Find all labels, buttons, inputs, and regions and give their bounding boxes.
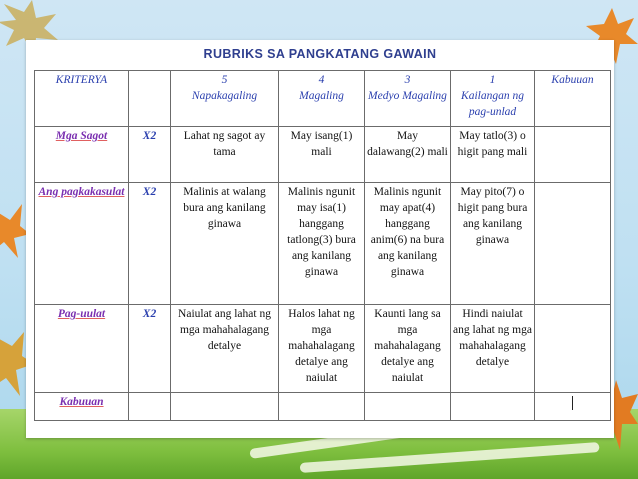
footer-label: Kabuuan [59,396,104,408]
table-row [35,305,611,393]
multiplier-label: X2 [142,186,157,198]
empty-cell [365,393,451,421]
criterion-label: Ang pagkakasulat [38,186,125,198]
empty-cell [171,393,279,421]
descriptor-cell: Naiulat ang lahat ng mga mahahalagang detalye [171,305,279,393]
total-cell[interactable] [535,305,611,393]
level-score: 3 [404,74,411,86]
table-row [35,127,611,183]
header-multiplier-cell [129,71,171,127]
descriptor-cell: Halos lahat ng mga mahahalagang detalye ang naiulat [279,305,365,393]
criterion-cell [35,183,129,305]
footer-row [35,393,611,421]
level-label: Kailangan ng pag-unlad [461,90,524,118]
header-total: Kabuuan [551,74,594,86]
descriptor-cell: Malinis at walang bura ang kanilang ginawa [171,183,279,305]
descriptor-cell: Kaunti lang sa mga mahahalagang detalye ang naiulat [365,305,451,393]
text-cursor [572,396,573,410]
total-cell[interactable] [535,127,611,183]
header-level-cell [171,71,279,127]
header-criteria-cell [35,71,129,127]
empty-cell [129,393,171,421]
total-cell[interactable] [535,183,611,305]
header-level-cell [451,71,535,127]
multiplier-label: X2 [142,130,157,142]
level-score: 1 [489,74,496,86]
multiplier-label: X2 [142,308,157,320]
descriptor-cell: May tatlo(3) o higit pang mali [451,127,535,183]
level-label: Napakagaling [191,90,258,102]
descriptor-cell: May pito(7) o higit pang bura ang kanilang ginawa [451,183,535,305]
level-score: 4 [318,74,325,86]
criterion-label: Pag-uulat [57,308,106,320]
descriptor-cell: May isang(1) mali [279,127,365,183]
level-score: 5 [221,74,228,86]
rubric-title: RUBRIKS SA PANGKATANG GAWAIN [203,47,437,61]
level-label: Medyo Magaling [368,90,447,102]
footer-label-cell [35,393,129,421]
descriptor-cell: Hindi naiulat ang lahat ng mga mahahalagang detalye [451,305,535,393]
multiplier-cell [129,183,171,305]
criterion-label: Mga Sagot [55,130,108,142]
descriptor-cell: Malinis ngunit may apat(4) hanggang anim(6) na bura ang kanilang ginawa [365,183,451,305]
table-row [35,183,611,305]
header-level-cell [279,71,365,127]
header-criteria: KRITERYA [55,74,108,86]
multiplier-cell [129,305,171,393]
descriptor-cell: May dalawang(2) mali [365,127,451,183]
descriptor-cell: Lahat ng sagot ay tama [171,127,279,183]
descriptor-cell: Malinis ngunit may isa(1) hanggang tatlong(3) bura ang kanilang ginawa [279,183,365,305]
multiplier-cell [129,127,171,183]
header-total-cell [535,71,611,127]
level-label: Magaling [299,90,344,102]
empty-cell [451,393,535,421]
header-row [35,71,611,127]
slide-card [26,40,614,438]
grand-total-cell[interactable] [535,393,611,421]
header-level-cell [365,71,451,127]
empty-cell [279,393,365,421]
criterion-cell [35,305,129,393]
criterion-cell [35,127,129,183]
rubric-table [34,70,611,421]
